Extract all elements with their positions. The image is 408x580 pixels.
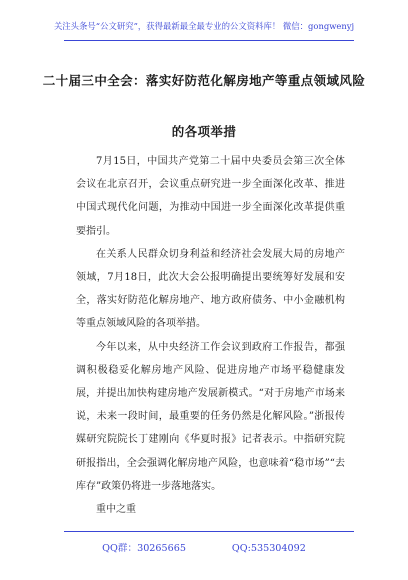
body-paragraph-1: 7月15日，中国共产党第二十届中央委员会第三次全体会议在北京召开，会议重点研究进一步全面深化改革、推进中国式现代化问题，为推动中国进一步全面深化改革提供重要指引。 (76, 156, 345, 237)
section-subheading: 重中之重 (96, 504, 136, 516)
header-divider (64, 40, 354, 41)
footer-divider (64, 531, 354, 532)
document-title-line-1: 二十届三中全会：落实好防范化解房地产等重点领域风险 (42, 73, 366, 88)
document-body (76, 150, 345, 521)
footer-qq-contact: QQ:535304092 (231, 543, 306, 554)
document-title-line-2: 的各项举措 (171, 124, 237, 139)
body-paragraph-3: 今年以来，从中央经济工作会议到政府工作报告，都强调积极稳妥化解房地产风险、促进房地产市场平稳健康发展，并提出加快构建房地产发展新模式。“对于房地产市场来说，未来一段时间，最重要的任务仍然是化解风险。”浙报传媒研究院院长丁建刚向《华夏时报》记者表示。中指研究院研报指出，全会强调化解房地产风险，也意味着“稳市场”“去库存”政策仍将进一步落地落实。 (76, 341, 345, 492)
body-paragraph-2: 在关系人民群众切身利益和经济社会发展大局的房地产领域，7月18日，此次大会公报明确提出要统筹好发展和安全，落实好防范化解房地产、地方政府债务、中小金融机构等重点领域风险的各项举措。 (76, 248, 345, 330)
page-header-banner: 关注头条号“公文研究”，获得最新最全最专业的公文资料库！ 微信：gongwenyj (53, 21, 355, 31)
page-footer (0, 540, 408, 554)
footer-qq-group: QQ群：30265665 (102, 543, 186, 554)
